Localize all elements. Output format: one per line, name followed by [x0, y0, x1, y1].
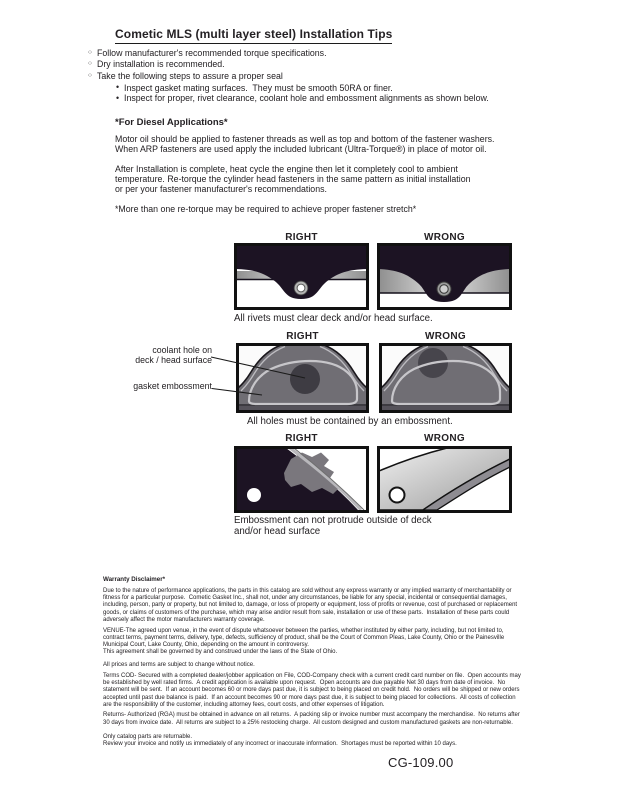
warranty-line: fitness for a particular purpose. Cometic Gasket Inc., shall not, under any circumstances, be liable for any special, incidental or consequential damages, — [103, 595, 507, 601]
paragraph-line: temperature. Re-torque the cylinder head fasteners in the same pattern as initial installation — [115, 173, 471, 184]
warranty-line: Due to the nature of performance applications, the parts in this catalog are sold without any express warranty or any implied warranty of merchantability or — [103, 587, 512, 594]
warranty-line: Municipal Court, Lake County, Ohio, depending on the amount in controversy. — [103, 642, 309, 649]
page-title: Cometic MLS (multi layer steel) Installation Tips — [115, 27, 392, 44]
circle-bullet-icon: ○ — [88, 60, 92, 67]
right-label: RIGHT — [285, 433, 318, 444]
warranty-line: goods, or claims of customers of the purchase, which may arise and/or result from sale, installation or use of these parts. Installation of these parts could — [103, 609, 510, 616]
warranty-line: Returns- Authorized (RGA) must be obtained in advance on all returns. A packing slip or invoice number must accompany the merchandise. No returns after — [103, 712, 520, 719]
dot-bullet-icon: • — [116, 82, 120, 92]
leader-lines — [100, 340, 380, 415]
page-code: CG-109.00 — [388, 755, 454, 770]
warranty-line: be established by well rated firms. A credit application is available upon request. Open accounts are due payable Net 30 days from date of invoice. No — [103, 680, 506, 687]
warranty-heading: Warranty Disclaimer* — [103, 575, 166, 583]
caption-holes: All holes must be contained by an embossment. — [247, 415, 453, 427]
warranty-line: Review your invoice and notify us immediately of any incorrect or inaccurate information. Shortages must be reported within 10 days. — [103, 740, 457, 747]
bullet-item: Follow manufacturer's recommended torque specifications. — [97, 47, 327, 58]
circle-bullet-icon: ○ — [88, 48, 92, 56]
wrong-label: WRONG — [424, 231, 465, 243]
diagram-protrude-wrong — [377, 446, 512, 513]
warranty-line: are the responsibility of the customer, including attorney fees, court costs, and other expenses of litigation. — [103, 702, 385, 708]
diagram-rivet-right — [234, 243, 369, 310]
diesel-heading: *For Diesel Applications* — [115, 117, 228, 128]
paragraph-line: Motor oil should be applied to fastener threads as well as top and bottom of the fastener washers. — [115, 133, 495, 144]
bullet-item: Dry installation is recommended. — [97, 59, 225, 69]
warranty-line: including, person, party or property, but not limited to, damage, or loss of property or equipment, loss of profits or revenue, cost of purchased or replacement — [103, 602, 518, 609]
right-label: RIGHT — [285, 231, 318, 243]
label-coolant-hole: deck / head surface — [135, 355, 212, 365]
caption-embossment: Embossment can not protrude outside of deck and/or head surface — [234, 515, 432, 537]
dot-bullet-icon: • — [116, 92, 120, 103]
bullet-item: Take the following steps to assure a proper seal — [97, 71, 283, 81]
right-label: RIGHT — [286, 330, 319, 342]
warranty-line: contract terms, payment terms, delivery, type, defects, sufficiency of product, shall be the Court of Common Pleas, Lake County, Ohio or the Painesville — [103, 634, 505, 641]
warranty-line: This agreement shall be governed by and construed under the laws of the State of Ohio. — [103, 649, 338, 656]
warranty-line: statement will be sent. If an account becomes 60 or more days past due, it is subject to being placed on credit hold. No orders will be shipped or new orders — [103, 687, 520, 694]
wrong-label: WRONG — [424, 433, 465, 444]
warranty-line: 30 days from invoice date. All returns are subject to a 25% restocking charge. All custom designed and custom manufactured gaskets are non-returnable. — [103, 719, 513, 726]
warranty-line: accepted until past due balance is paid. If an account becomes 90 or more days past due, it is subject to being placed for collections. All costs of collection — [103, 694, 516, 701]
warranty-line: adversely affect the motor manufacturers warranty coverage. — [103, 617, 265, 623]
warranty-line: Terms COD- Secured with a completed dealer/jobber application on File, COD-Company check with a current credit card number on file. Open accounts may — [103, 672, 521, 679]
warranty-line: VENUE-The agreed upon venue, in the event of dispute whatsoever between the parties, whether instituted by either party, including, but not limited to, — [103, 627, 504, 634]
paragraph-line: When ARP fasteners are used apply the included lubricant (Ultra-Torque®) in place of motor oil. — [115, 143, 487, 154]
diagram-rivet-wrong — [377, 243, 512, 310]
paragraph-line: or per your fastener manufacturer's recommendations. — [115, 184, 327, 195]
retorque-note: *More than one re-torque may be required to achieve proper fastener stretch* — [115, 204, 417, 214]
caption-rivets: All rivets must clear deck and/or head surface. — [234, 312, 433, 324]
diagram-hole-wrong — [379, 343, 512, 413]
label-gasket-embossment: gasket embossment — [133, 380, 212, 391]
label-coolant-hole: coolant hole on — [152, 345, 212, 355]
paragraph-line: After Installation is complete, heat cycle the engine then let it completely cool to ambient — [115, 163, 458, 174]
circle-bullet-icon: ○ — [88, 72, 92, 79]
wrong-label: WRONG — [425, 330, 466, 342]
warranty-line: Only catalog parts are returnable. — [103, 733, 193, 740]
sub-bullet-item: Inspect for proper, rivet clearance, coolant hole and embossment alignments as shown below. — [124, 93, 489, 103]
warranty-line: All prices and terms are subject to change without notice. — [103, 661, 255, 668]
diagram-protrude-right — [234, 446, 369, 513]
sub-bullet-item: Inspect gasket mating surfaces. They must be smooth 50RA or finer. — [124, 82, 393, 93]
